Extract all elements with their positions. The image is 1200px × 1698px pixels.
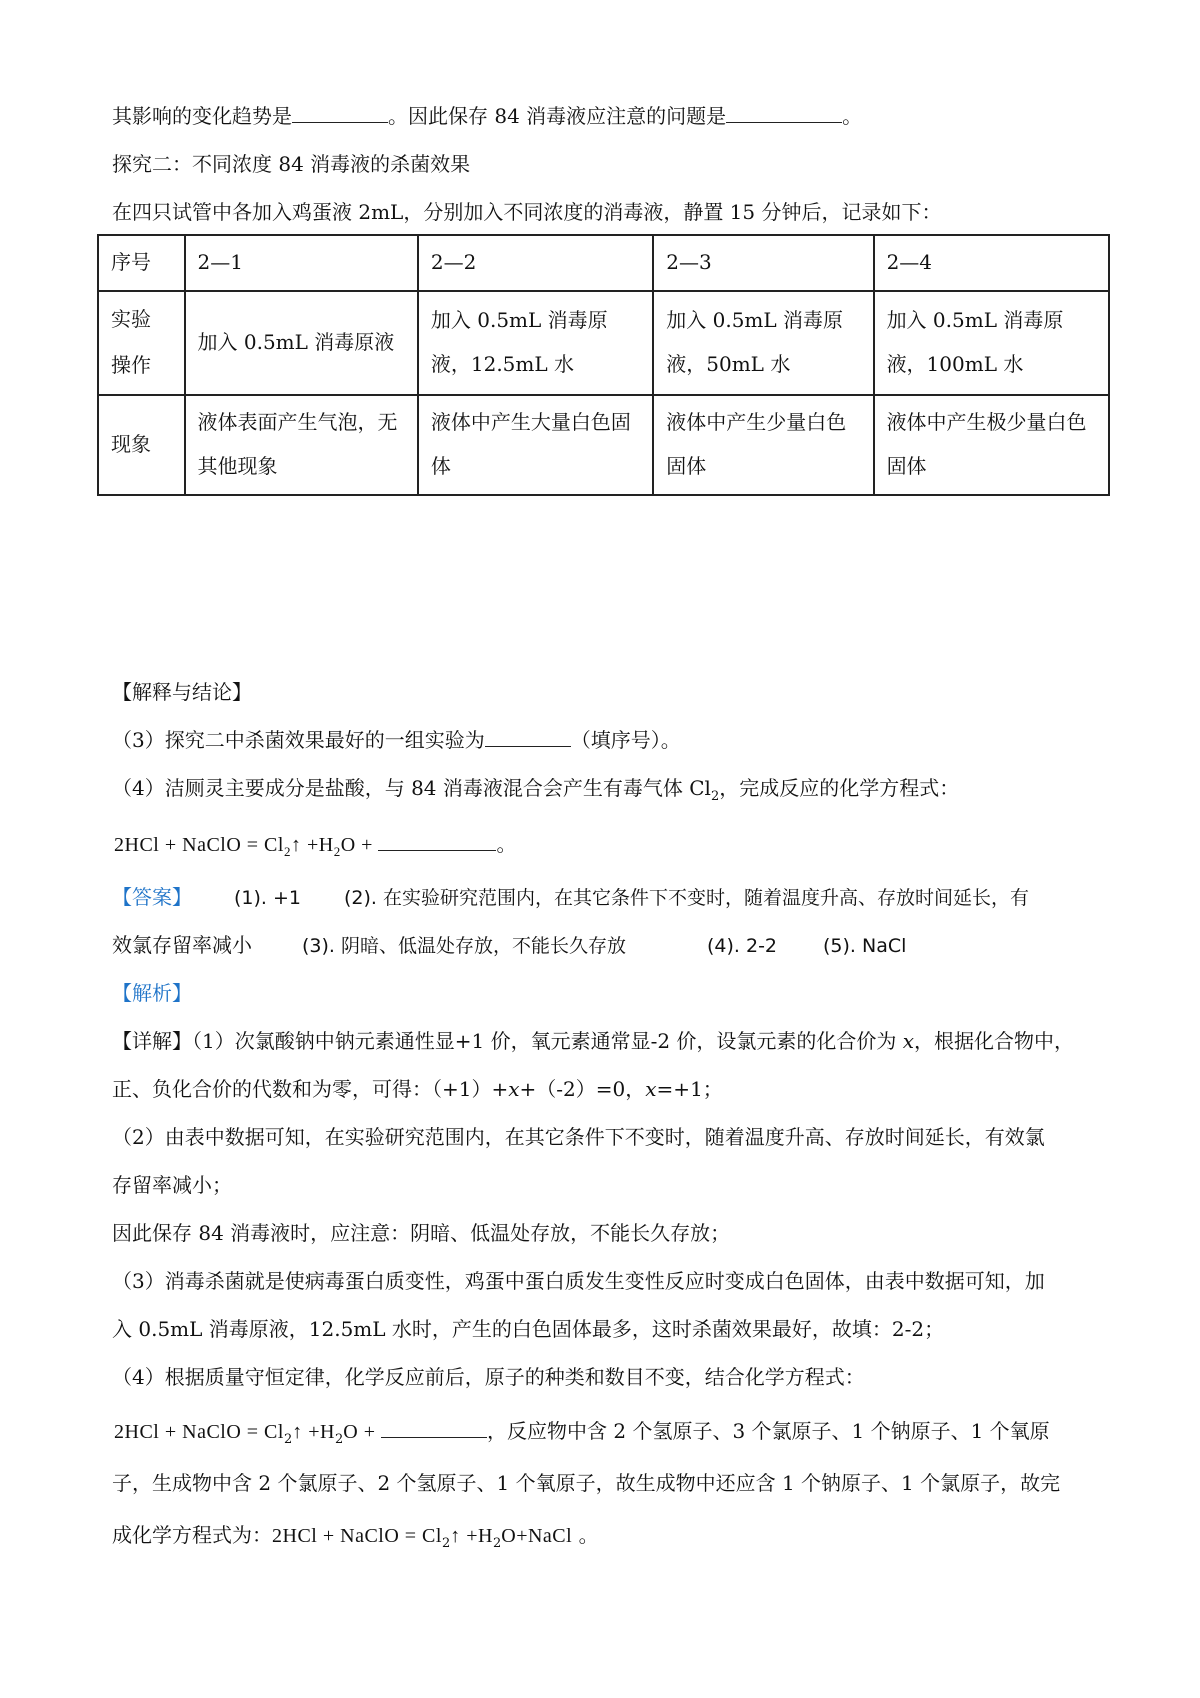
text-fragment: ，完成反应的化学方程式： [719,776,960,800]
table-row [98,235,1109,291]
table-cell: 2—4 [874,235,1109,291]
detail-2-note: 因此保存 84 消毒液时，应注意：阴暗、低温处存放，不能长久存放； [112,1221,731,1245]
answer-blank [726,102,842,123]
answer-label: 【答案】 [112,885,192,909]
text-line-trend [112,102,1110,130]
subscript: 2 [334,1432,344,1447]
subscript: 2 [441,1536,451,1551]
equation-part: 2HCl + NaClO = Cl [114,1421,284,1443]
table-cell: 液体中产生少量白色固体 [653,395,873,495]
text-fragment: （填序号）。 [570,728,681,752]
intro-explore-2: 在四只试管中各加入鸡蛋液 2mL，分别加入不同浓度的消毒液，静置 15 分钟后，记录如下： [112,200,942,224]
equation-part: O+NaCl [501,1525,573,1547]
text-fragment: 其影响的变化趋势是 [112,104,292,128]
detail-4-cont: 子，生成物中含 2 个氯原子、2 个氢原子、1 个氧原子，故生成物中还应含 1 个钠原子、1 个氯原子，故完 [112,1471,1061,1495]
variable: x [508,1077,520,1101]
row-header-phenomenon: 现象 [98,395,185,495]
text-fragment: 成化学方程式为： [112,1523,272,1547]
table-cell: 液体中产生极少量白色固体 [874,395,1109,495]
text-fragment: 效氯存留率减小 [112,933,252,957]
equation-part: O + [340,834,379,856]
detail-1-cont [112,1075,1110,1103]
answer-item: (5). NaCl [823,935,907,957]
subscript: 2 [283,1432,293,1447]
row-header-id: 序号 [98,235,185,291]
text-fragment: 。 [496,834,517,856]
answer-blank [378,830,496,851]
detail-3: （3）消毒杀菌就是使病毒蛋白质变性，鸡蛋中蛋白质发生变性反应时变成白色固体，由表中数据可知，加 [112,1269,1045,1293]
equation-part: O + [343,1421,381,1443]
table-row [98,395,1109,495]
answer-item: (4). 2-2 [707,935,778,957]
table-cell: 加入 0.5mL 消毒原液，100mL 水 [874,291,1109,395]
text-fragment: 。因此保存 84 消毒液应注意的问题是 [388,104,727,128]
section-title: 【解释与结论】 [112,680,252,704]
text-fragment: （3）探究二中杀菌效果最好的一组实验为 [112,728,485,752]
answer-line-1 [112,883,1110,912]
text-fragment: =+1； [656,1077,723,1101]
equation-blank [114,830,1110,866]
answer-blank [381,1417,487,1438]
table-cell: 液体表面产生气泡，无其他现象 [185,395,418,495]
answer-blank [485,726,571,747]
answer-item: (2). 在实验研究范围内，在其它条件下不变时，随着温度升高、存放时间延长，有 [344,887,1029,909]
table-cell: 2—2 [418,235,653,291]
equation-part: 2HCl + NaClO = Cl [272,1525,442,1547]
heading-explore-2: 探究二：不同浓度 84 消毒液的杀菌效果 [112,152,471,176]
text-fragment: 。 [842,104,863,128]
detail-4: （4）根据质量守恒定律，化学反应前后，原子的种类和数目不变，结合化学方程式： [112,1365,865,1389]
answer-blank [292,102,388,123]
table-cell: 加入 0.5mL 消毒原液 [185,291,418,395]
equation-part: ↑ +H [450,1525,493,1547]
row-header-operation: 实验 操作 [98,291,185,395]
variable: x [902,1029,915,1053]
text-fragment: ，反应物中含 2 个氢原子、3 个氯原子、1 个钠原子、1 个氧原 [487,1419,1050,1443]
text-fragment: 【详解】（1）次氯酸钠中钠元素通性显+1 价，氧元素通常显-2 价，设氯元素的化合价为 [112,1029,903,1053]
text-fragment: （4）洁厕灵主要成分是盐酸，与 84 消毒液混合会产生有毒气体 Cl [112,776,711,800]
subscript: 2 [283,844,291,859]
subscript: 2 [710,789,720,804]
equation-part: ↑ +H [292,1421,335,1443]
detail-4-equation [114,1417,1110,1454]
answer-item: (1). +1 [234,887,302,909]
table-row [98,291,1109,395]
detail-2: （2）由表中数据可知，在实验研究范围内，在其它条件下不变时，随着温度升高、存放时间延长，有效氯 [112,1125,1045,1149]
text-fragment: +（-2）=0， [519,1077,646,1101]
question-4 [112,774,1110,811]
table-cell: 加入 0.5mL 消毒原液，12.5mL 水 [418,291,653,395]
answer-line-2 [112,931,1110,960]
subscript: 2 [492,1536,502,1551]
text-fragment: 。 [572,1523,599,1547]
equation-part: 2HCl + NaClO = Cl [114,834,284,856]
analysis-label: 【解析】 [112,981,192,1005]
table-cell: 2—3 [653,235,873,291]
detail-1 [112,1027,1110,1055]
table-cell: 2—1 [185,235,418,291]
detail-2-cont: 存留率减小； [112,1173,232,1197]
table-cell: 加入 0.5mL 消毒原液，50mL 水 [653,291,873,395]
variable: x [645,1077,657,1101]
equation-part: ↑ +H [290,834,334,856]
experiment-table [97,234,1110,496]
text-fragment: 正、负化合价的代数和为零，可得：（+1）+ [112,1077,509,1101]
detail-4-final [112,1521,1110,1558]
table-cell: 液体中产生大量白色固体 [418,395,653,495]
question-3 [112,726,1110,754]
text-fragment: ，根据化合物中， [914,1029,1075,1053]
subscript: 2 [333,844,341,859]
answer-item: (3). 阴暗、低温处存放，不能长久存放 [302,935,626,957]
detail-3-cont: 入 0.5mL 消毒原液，12.5mL 水时，产生的白色固体最多，这时杀菌效果最好，故填：2-2； [112,1317,945,1341]
